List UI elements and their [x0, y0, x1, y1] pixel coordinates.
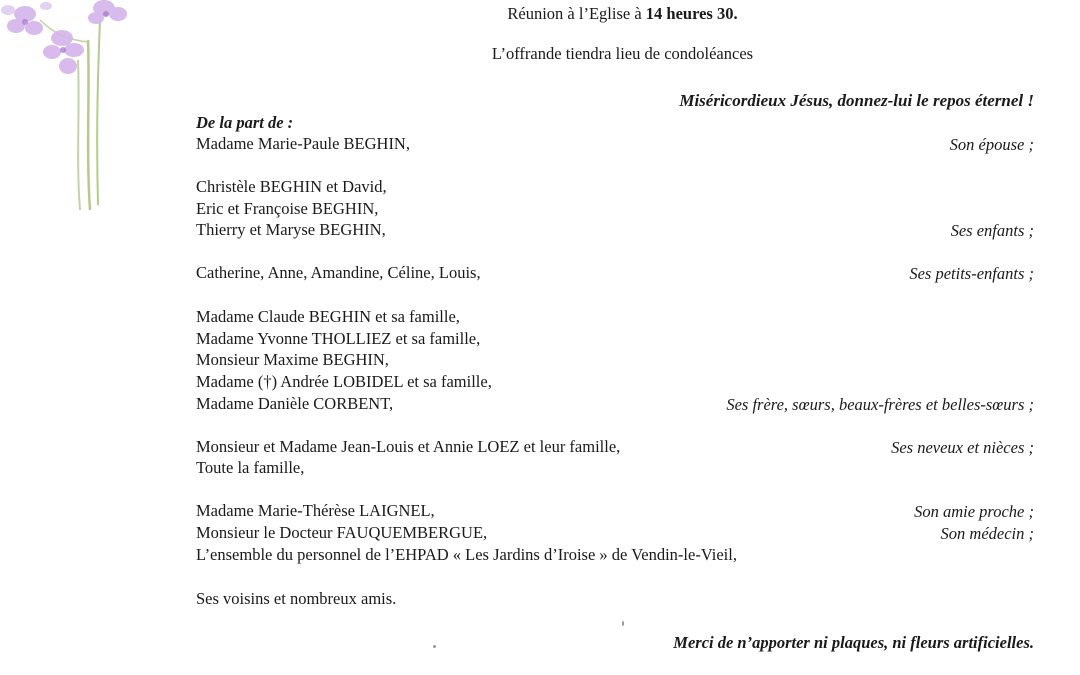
- offrande-line: L’offrande tiendra lieu de condoléances: [491, 44, 754, 63]
- entry-left: Monsieur et Madame Jean-Louis et Annie LOEZ et leur famille,: [196, 437, 621, 456]
- entry-left: Monsieur le Docteur FAUQUEMBERGUE,: [196, 523, 488, 542]
- reunion-prefix: Réunion à l’Eglise à: [507, 4, 646, 23]
- entry-role: Son amie proche ;: [914, 502, 1034, 521]
- entry-left: Toute la famille,: [196, 458, 305, 477]
- footer-note: Merci de n’apporter ni plaques, ni fleurs artificielles.: [673, 633, 1034, 652]
- entry-left: Ses voisins et nombreux amis.: [196, 589, 397, 608]
- violet-flowers-illustration: [0, 0, 140, 210]
- entry-role: Son épouse ;: [949, 135, 1034, 154]
- entry-role: Ses frère, sœurs, beaux-frères et belles-sœurs ;: [726, 395, 1034, 414]
- prayer-line: Miséricordieux Jésus, donnez-lui le repos éternel !: [679, 91, 1034, 110]
- entry-role: Son médecin ;: [940, 524, 1034, 543]
- reunion-time: 14 heures 30.: [645, 4, 738, 23]
- entry-left: Madame (†) Andrée LOBIDEL et sa famille,: [196, 372, 492, 391]
- entry-role: Ses petits-enfants ;: [909, 264, 1034, 283]
- from-label: De la part de :: [196, 113, 294, 132]
- entry-left: Madame Claude BEGHIN et sa famille,: [196, 307, 460, 326]
- entry-left: L’ensemble du personnel de l’EHPAD « Les Jardins d’Iroise » de Vendin-le-Vieil,: [196, 545, 737, 564]
- entry-role: Ses neveux et nièces ;: [891, 438, 1034, 457]
- entry-left: Madame Marie-Paule BEGHIN,: [196, 134, 410, 153]
- entry-role: Ses enfants ;: [950, 221, 1034, 240]
- entry-left: Thierry et Maryse BEGHIN,: [196, 220, 386, 239]
- entry-left: Madame Yvonne THOLLIEZ et sa famille,: [196, 329, 481, 348]
- entry-left: Eric et Françoise BEGHIN,: [196, 199, 379, 218]
- entry-left: Madame Danièle CORBENT,: [196, 394, 394, 413]
- scan-speck: [433, 645, 436, 648]
- entry-left: Madame Marie-Thérèse LAIGNEL,: [196, 501, 435, 520]
- entry-left: Christèle BEGHIN et David,: [196, 177, 387, 196]
- reunion-line: [0, 6, 1080, 23]
- entry-left: Monsieur Maxime BEGHIN,: [196, 350, 389, 369]
- entry-left: Catherine, Anne, Amandine, Céline, Louis,: [196, 263, 481, 282]
- scan-speck: [622, 621, 624, 626]
